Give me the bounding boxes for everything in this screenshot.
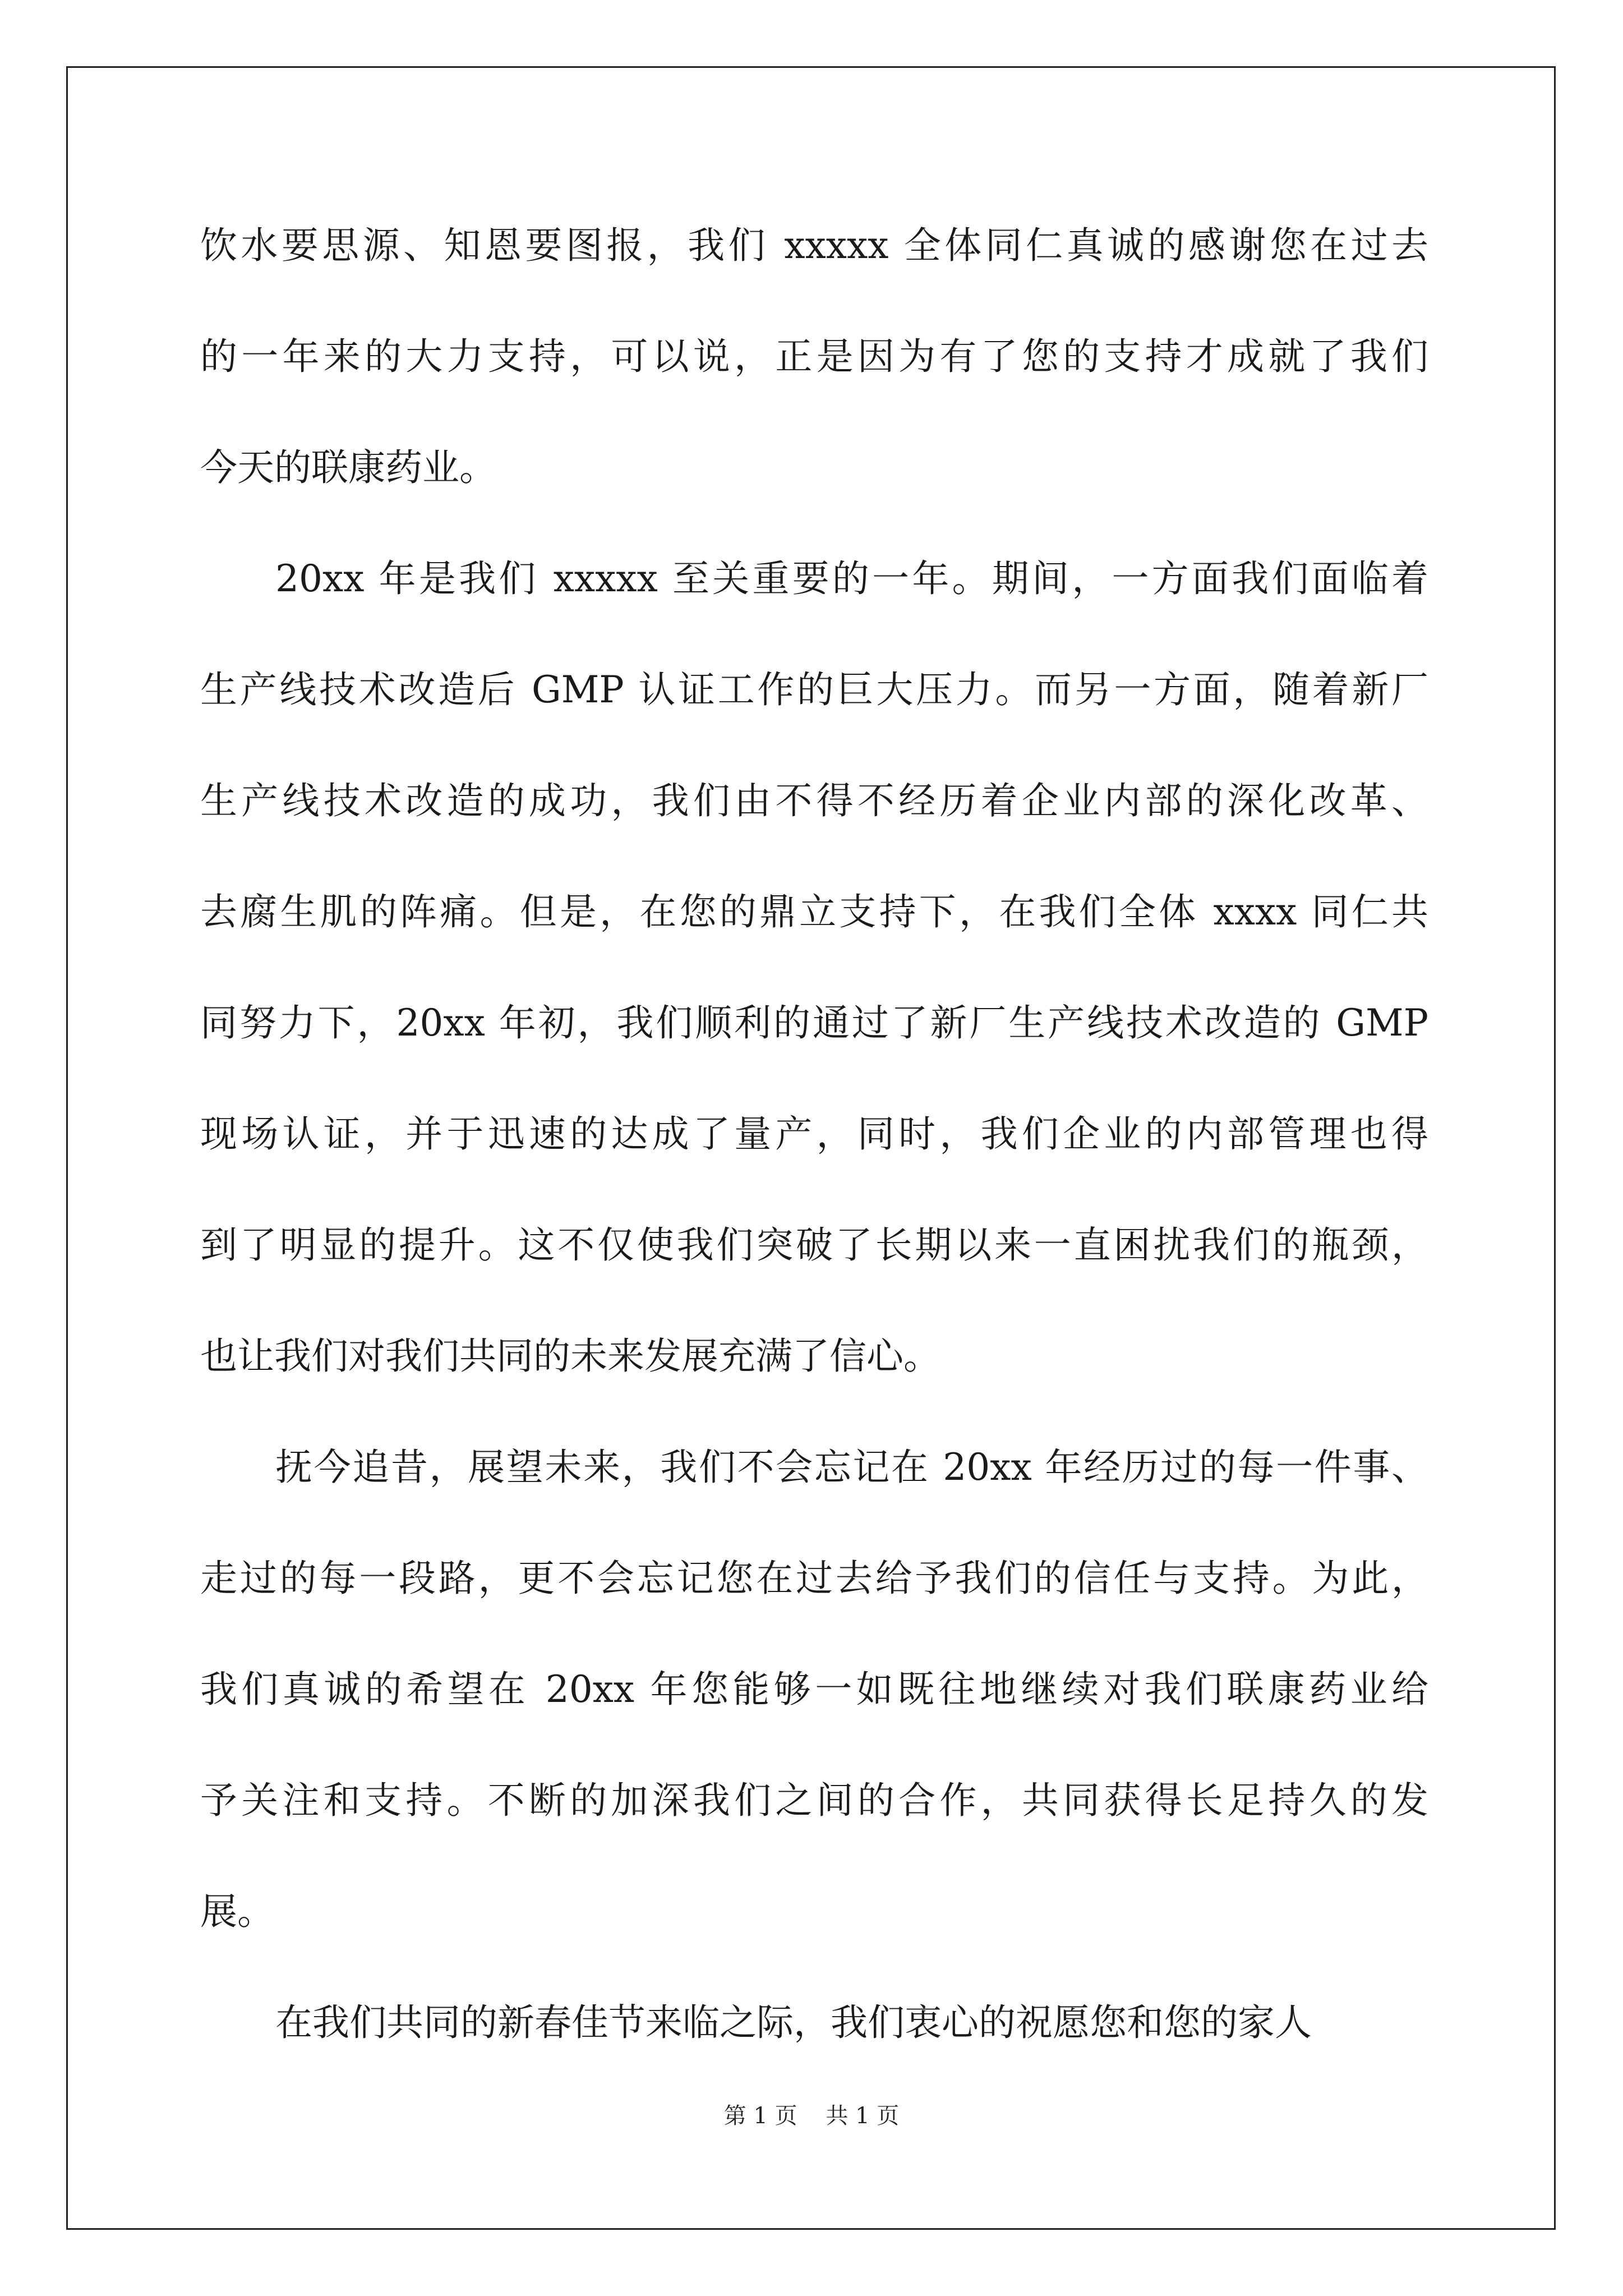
letter-body xyxy=(200,209,1428,2097)
paragraph-2-line-3: 生产线技术改造的成功，我们由不得不经历着企业内部的深化改革、 xyxy=(200,779,1428,822)
paragraph-1-line-1: 饮水要思源、知恩要图报，我们 xxxxx 全体同仁真诚的感谢您在过去 xyxy=(200,224,1428,267)
paragraph-2-line-5: 同努力下，20xx 年初，我们顺利的通过了新厂生产线技术改造的 GMP xyxy=(200,1001,1428,1045)
paragraph-2-line-8: 也让我们对我们共同的未来发展充满了信心。 xyxy=(200,1335,940,1378)
paragraph-2-line-2: 生产线技术改造后 GMP 认证工作的巨大压力。而另一方面，随着新厂 xyxy=(200,668,1428,711)
paragraph-1-line-2: 的一年来的大力支持，可以说，正是因为有了您的支持才成就了我们 xyxy=(200,335,1428,378)
paragraph-3-line-1: 抚今追昔，展望未来，我们不会忘记在 20xx 年经历过的每一件事、 xyxy=(275,1446,1428,1489)
paragraph-3-line-4: 予关注和支持。不断的加深我们之间的合作，共同获得长足持久的发 xyxy=(200,1779,1428,1822)
paragraph-3-line-5: 展。 xyxy=(200,1890,274,1933)
page-footer: 第 1 页 共 1 页 xyxy=(723,2103,900,2129)
paragraph-3-line-2: 走过的每一段路，更不会忘记您在过去给予我们的信任与支持。为此， xyxy=(200,1557,1428,1600)
paragraph-2-line-6: 现场认证，并于迅速的达成了量产，同时，我们企业的内部管理也得 xyxy=(200,1112,1428,1156)
paragraph-2-line-7: 到了明显的提升。这不仅使我们突破了长期以来一直困扰我们的瓶颈， xyxy=(200,1223,1428,1267)
paragraph-2-line-4: 去腐生肌的阵痛。但是，在您的鼎立支持下，在我们全体 xxxx 同仁共 xyxy=(200,890,1428,933)
paragraph-2-line-1: 20xx 年是我们 xxxxx 至关重要的一年。期间，一方面我们面临着 xyxy=(275,557,1428,600)
paragraph-1-line-3: 今天的联康药业。 xyxy=(200,446,496,489)
paragraph-4-line-1: 在我们共同的新春佳节来临之际，我们衷心的祝愿您和您的家人 xyxy=(275,2001,1312,2044)
paragraph-3-line-3: 我们真诚的希望在 20xx 年您能够一如既往地继续对我们联康药业给 xyxy=(200,1668,1428,1711)
